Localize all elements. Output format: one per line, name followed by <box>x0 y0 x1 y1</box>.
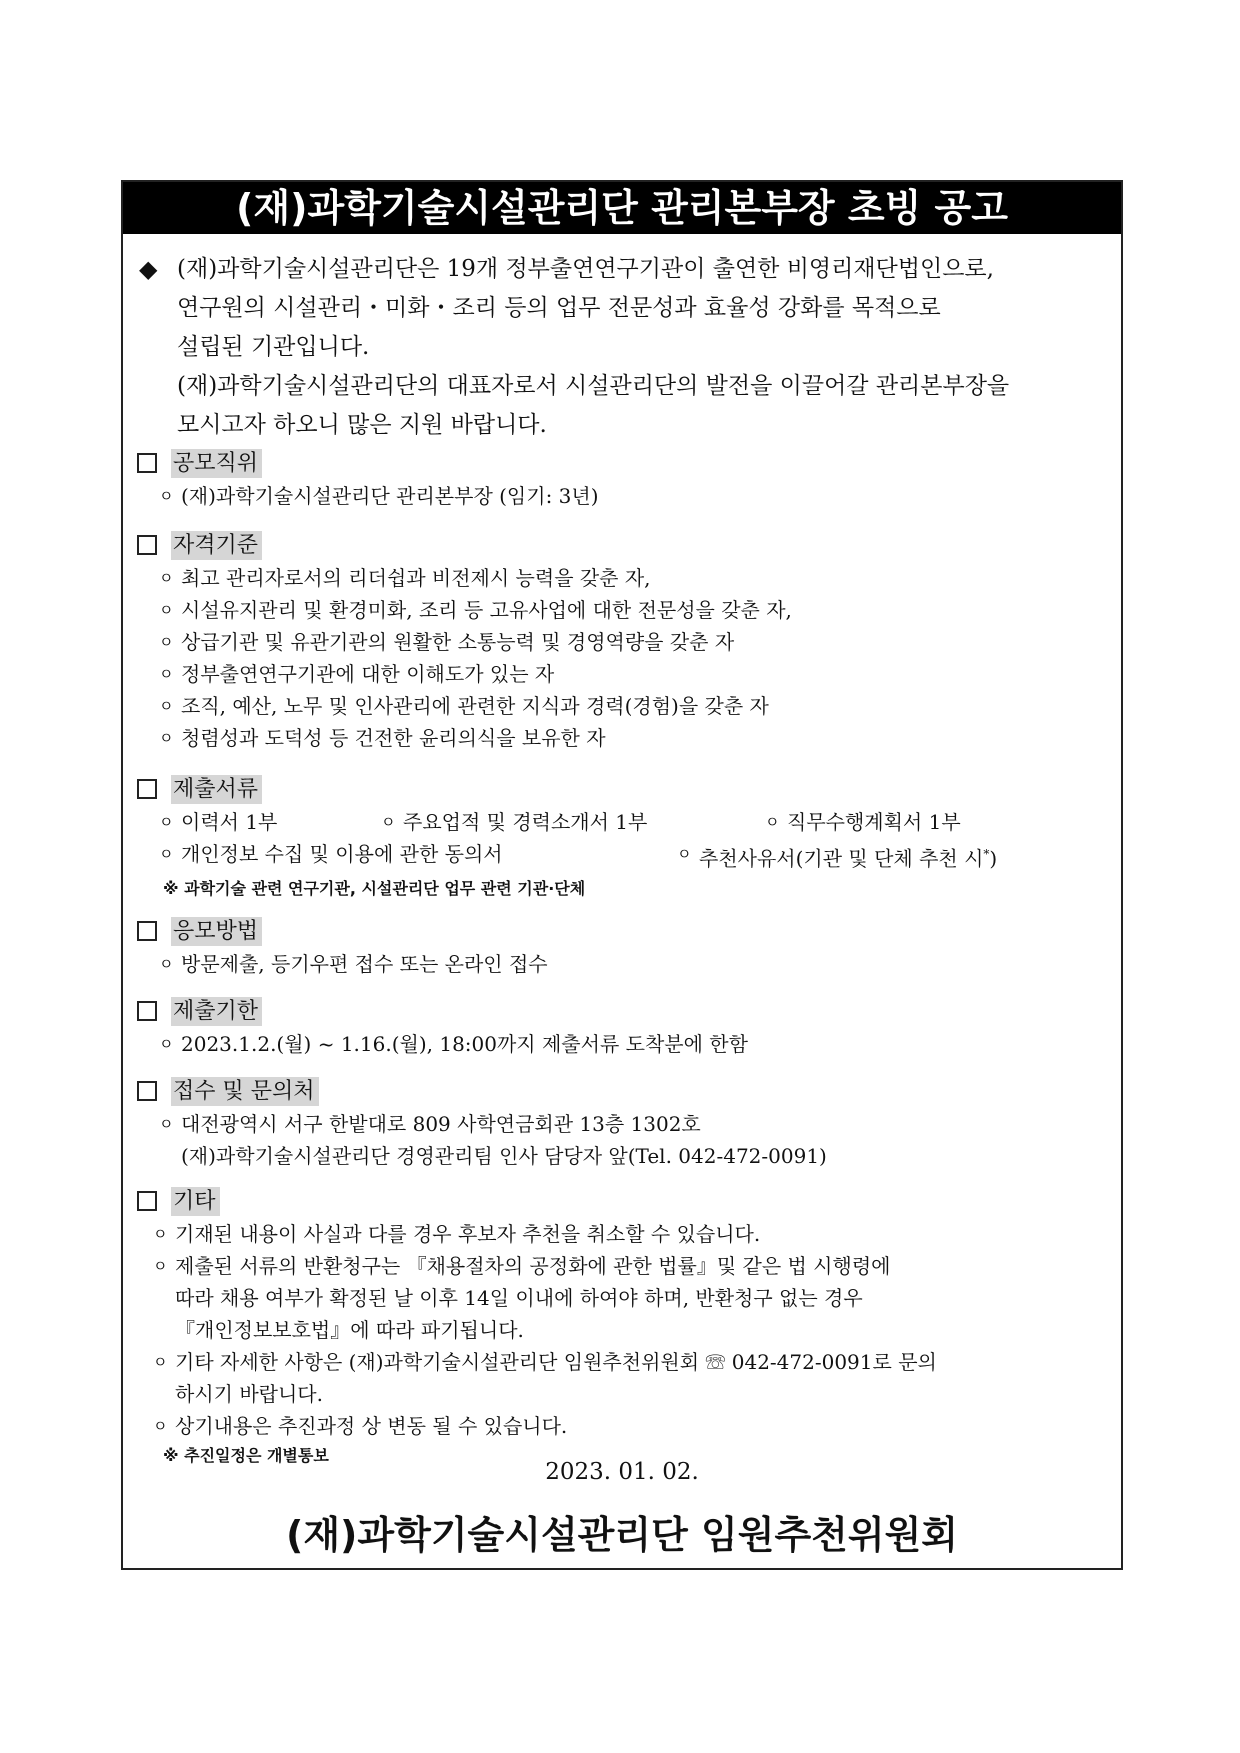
section-documents <box>137 774 1107 903</box>
circle-bullet-icon: ㅇ <box>159 955 174 973</box>
circle-bullet-icon: ㅇ <box>159 813 174 831</box>
list-item: ㅇ 조직, 예산, 노무 및 인사관리에 관련한 지식과 경력(경험)을 갖춘 자 <box>137 690 1107 722</box>
organization-name: (재)과학기술시설관리단 임원추천위원회 <box>285 1513 958 1557</box>
list-item-continuation: 하시기 바랍니다. <box>175 1382 323 1406</box>
circle-bullet-icon: ㅇ <box>159 665 174 683</box>
list-item: ㅇ 기재된 내용이 사실과 다를 경우 후보자 추천을 취소할 수 있습니다. <box>137 1218 1107 1250</box>
section-deadline <box>137 996 1107 1060</box>
list-item: ㅇ 제출된 서류의 반환청구는 『채용절차의 공정화에 관한 법률』및 같은 법 시행령에 <box>137 1250 1107 1282</box>
intro-line: (재)과학기술시설관리단의 대표자로서 시설관리단의 발전을 이끌어갈 관리본부장을 <box>177 373 1010 399</box>
section-position <box>137 448 1107 512</box>
circle-bullet-icon: ㅇ <box>153 1417 168 1435</box>
circle-bullet-icon: ㅇ <box>159 697 174 715</box>
list-item: ㅇ 시설유지관리 및 환경미화, 조리 등 고유사업에 대한 전문성을 갖춘 자, <box>137 594 1107 626</box>
list-item: ㅇ 2023.1.2.(월) ~ 1.16.(월), 18:00까지 제출서류 도착분에 한함 <box>137 1028 1107 1060</box>
list-item: ㅇ 청렴성과 도덕성 등 건전한 윤리의식을 보유한 자 <box>137 722 1107 754</box>
circle-bullet-icon: ㅇ <box>153 1257 168 1275</box>
checkbox-square-icon <box>137 535 157 555</box>
list-item: ㅇ 대전광역시 서구 한밭대로 809 사학연금회관 13층 1302호 <box>137 1108 1107 1140</box>
section-method <box>137 916 1107 980</box>
checkbox-square-icon <box>137 779 157 799</box>
section-contact <box>137 1076 1107 1172</box>
section-heading: 공모직위 <box>171 449 262 478</box>
notice-title: (재)과학기술시설관리단 관리본부장 초빙 공고 <box>123 182 1121 234</box>
checkbox-square-icon <box>137 1191 157 1211</box>
checkbox-square-icon <box>137 1081 157 1101</box>
list-item-continuation: (재)과학기술시설관리단 경영관리팀 인사 담당자 앞(Tel. 042-472-0091) <box>181 1144 827 1168</box>
list-item: ㅇ 이력서 1부 <box>137 806 359 838</box>
circle-bullet-icon: ㅇ <box>159 845 174 863</box>
section-heading: 제출서류 <box>171 775 262 804</box>
circle-bullet-icon: ㅇ <box>159 729 174 747</box>
circle-bullet-icon: ㅇ <box>159 633 174 651</box>
list-item: ㅇ 추천사유서(기관 및 단체 추천 시*) <box>655 838 997 875</box>
documents-note: ※ 과학기술 관련 연구기관, 시설관리단 업무 관련 기관·단체 <box>163 878 586 898</box>
diamond-bullet-icon: ◆ <box>139 255 158 283</box>
list-item: ㅇ 방문제출, 등기우편 접수 또는 온라인 접수 <box>137 948 1107 980</box>
intro-block <box>139 250 1099 445</box>
documents-row <box>137 806 1107 838</box>
circle-bullet-icon: ㅇ <box>159 569 174 587</box>
list-item: ㅇ 직무수행계획서 1부 <box>743 806 961 838</box>
checkbox-square-icon <box>137 921 157 941</box>
circle-bullet-icon: ㅇ <box>765 813 780 831</box>
section-heading: 접수 및 문의처 <box>171 1077 319 1106</box>
circle-bullet-icon: ㅇ <box>153 1353 168 1371</box>
list-item: ㅇ (재)과학기술시설관리단 관리본부장 (임기: 3년) <box>137 480 1107 512</box>
intro-line: (재)과학기술시설관리단은 19개 정부출연연구기관이 출연한 비영리재단법인으로, <box>177 256 994 282</box>
list-item: ㅇ 기타 자세한 사항은 (재)과학기술시설관리단 임원추천위원회 ☏ 042-472-0091로 문의 <box>137 1346 1107 1378</box>
section-heading: 제출기한 <box>171 997 262 1026</box>
list-item: ㅇ 개인정보 수집 및 이용에 관한 동의서 <box>137 838 655 875</box>
list-item: ㅇ 상기내용은 추진과정 상 변동 될 수 있습니다. <box>137 1410 1107 1442</box>
circle-bullet-icon: ㅇ <box>153 1225 168 1243</box>
intro-line: 연구원의 시설관리・미화・조리 등의 업무 전문성과 효율성 강화를 목적으로 <box>177 295 941 321</box>
notice-frame <box>121 180 1123 1570</box>
circle-bullet-icon: ㅇ <box>159 1115 174 1133</box>
section-etc <box>137 1186 1107 1470</box>
checkbox-square-icon <box>137 453 157 473</box>
intro-line: 설립된 기관입니다. <box>177 334 370 360</box>
list-item: ㅇ 정부출연연구기관에 대한 이해도가 있는 자 <box>137 658 1107 690</box>
checkbox-square-icon <box>137 1001 157 1021</box>
circle-bullet-icon: ㅇ <box>677 845 692 863</box>
circle-bullet-icon: ㅇ <box>381 813 396 831</box>
list-item-continuation: 『개인정보보호법』에 따라 파기됩니다. <box>175 1318 524 1342</box>
intro-line: 모시고자 하오니 많은 지원 바랍니다. <box>177 412 547 438</box>
documents-row <box>137 838 1107 875</box>
list-item: ㅇ 주요업적 및 경력소개서 1부 <box>359 806 743 838</box>
list-item: ㅇ 최고 관리자로서의 리더쉽과 비전제시 능력을 갖춘 자, <box>137 562 1107 594</box>
etc-note: ※ 추진일정은 개별통보 <box>163 1446 329 1465</box>
list-item: ㅇ 상급기관 및 유관기관의 원활한 소통능력 및 경영역량을 갖춘 자 <box>137 626 1107 658</box>
section-qualifications <box>137 530 1107 754</box>
section-heading: 응모방법 <box>171 917 262 946</box>
section-heading: 기타 <box>171 1187 220 1216</box>
circle-bullet-icon: ㅇ <box>159 601 174 619</box>
circle-bullet-icon: ㅇ <box>159 1035 174 1053</box>
section-heading: 자격기준 <box>171 531 262 560</box>
circle-bullet-icon: ㅇ <box>159 487 174 505</box>
notice-date: 2023. 01. 02. <box>545 1459 699 1485</box>
list-item-continuation: 따라 채용 여부가 확정된 날 이후 14일 이내에 하여야 하며, 반환청구 없는 경우 <box>175 1286 863 1310</box>
